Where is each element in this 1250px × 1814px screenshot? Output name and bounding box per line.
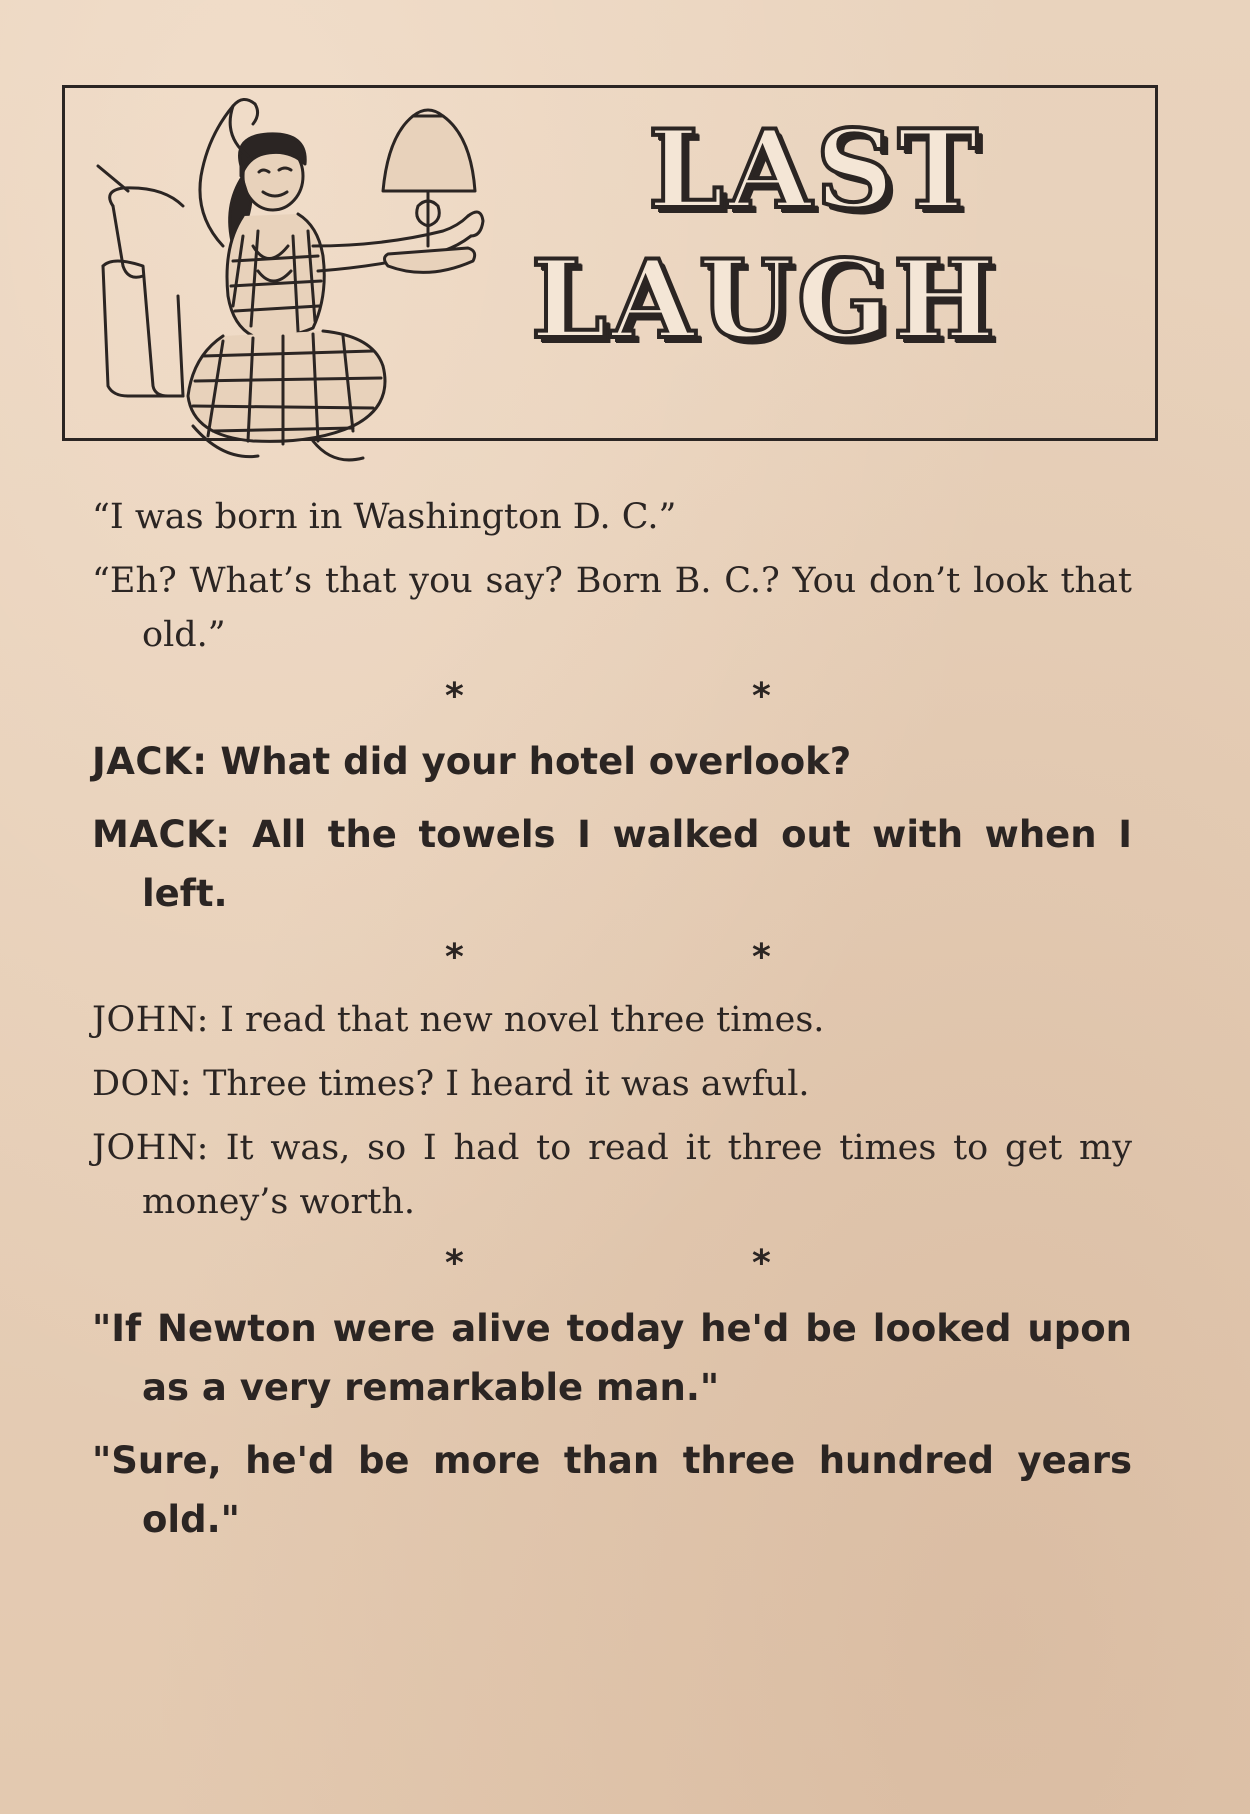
joke-washington (92, 490, 1132, 662)
dialogue-text: What did your hotel overlook? (220, 740, 852, 783)
joke-line: "Sure, he'd be more than three hundred years old." (92, 1439, 1132, 1541)
separator-star: * (752, 676, 771, 717)
speaker-label: DON: (92, 1064, 192, 1104)
dialogue-line (92, 1121, 1132, 1229)
speaker-label: JACK: (92, 740, 208, 783)
dialogue-text: It was, so I had to read it three times to get my money’s worth. (142, 1128, 1132, 1222)
dialogue-text: I read that new novel three times. (220, 1000, 825, 1040)
separator-star: * (445, 1243, 464, 1284)
title-line-last: LAST (647, 107, 983, 233)
joke-novel (92, 993, 1132, 1229)
separator-star: * (752, 1243, 771, 1284)
dialogue-line (92, 1057, 1132, 1111)
separator-stars (92, 662, 1132, 732)
separator-stars (92, 923, 1132, 993)
joke-line: “Eh? What’s that you say? Born B. C.? You don’t look that old.” (92, 561, 1132, 655)
dialogue-text: Three times? I heard it was awful. (203, 1064, 810, 1104)
separator-star: * (752, 937, 771, 978)
speaker-label: MACK: (92, 813, 231, 856)
joke-line: “I was born in Washington D. C.” (92, 497, 677, 537)
dialogue-line (92, 993, 1132, 1047)
separator-stars (92, 1229, 1132, 1299)
dialogue-text: All the towels I walked out with when I left. (142, 813, 1132, 915)
title-line-laugh: LAUGH (530, 237, 1000, 363)
speaker-label: JOHN: (92, 1000, 209, 1040)
dialogue-line (92, 805, 1132, 923)
header-box (62, 85, 1158, 441)
joke-hotel (92, 732, 1132, 923)
separator-star: * (445, 937, 464, 978)
joke-line: "If Newton were alive today he'd be looked upon as a very remarkable man." (92, 1307, 1132, 1409)
jokes-column (92, 490, 1132, 1549)
speaker-label: JOHN: (92, 1128, 209, 1168)
joke-newton (92, 1299, 1132, 1549)
title (525, 107, 1085, 363)
separator-star: * (445, 676, 464, 717)
dialogue-line (92, 732, 1132, 791)
